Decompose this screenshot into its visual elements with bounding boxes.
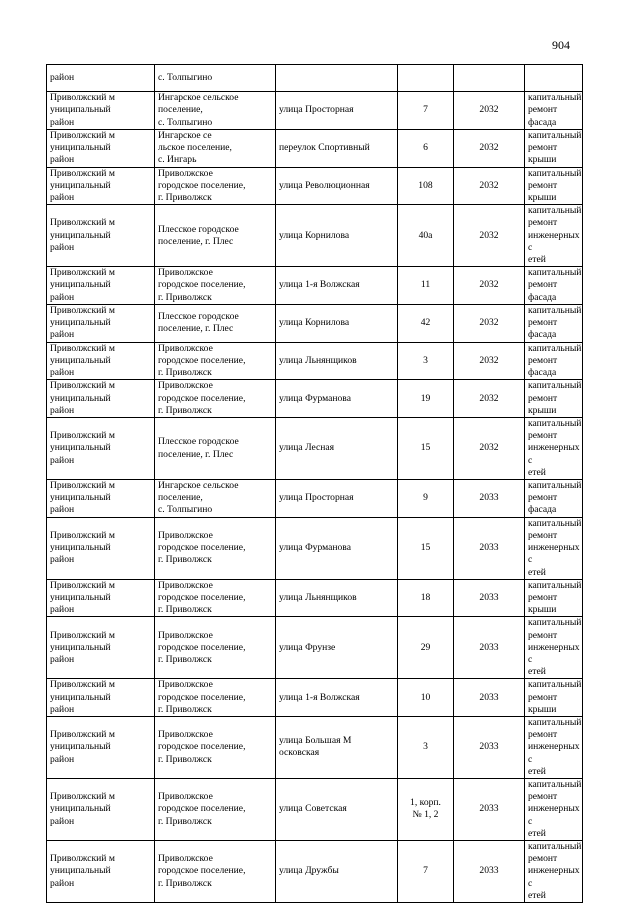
page-number: 904 [552,38,570,52]
settlement-cell: Приволжское городское поселение, г. Приволжск [155,617,276,679]
year-cell: 2033 [454,778,525,840]
year-cell: 2033 [454,517,525,579]
repair-schedule-table [46,64,583,903]
district-cell: Приволжский м униципальный район [47,92,155,130]
district-cell: Приволжский м униципальный район [47,130,155,168]
district-cell: Приволжский м униципальный район [47,380,155,418]
work-type-cell: капитальный ремонт крыши [525,130,583,168]
district-cell: Приволжский м униципальный район [47,517,155,579]
settlement-cell: Приволжское городское поселение, г. Приволжск [155,579,276,617]
street-cell: улица Большая М осковская [276,716,398,778]
table-row [47,778,583,840]
table-row [47,167,583,205]
district-cell: Приволжский м униципальный район [47,167,155,205]
house-number-cell: 108 [398,167,454,205]
street-cell: улица Льнянщиков [276,579,398,617]
house-number-cell [398,65,454,92]
work-type-cell: капитальный ремонт фасада [525,267,583,305]
settlement-cell: Приволжское городское поселение, г. Приволжск [155,342,276,380]
work-type-cell: капитальный ремонт фасада [525,92,583,130]
house-number-cell: 29 [398,617,454,679]
house-number-cell: 3 [398,342,454,380]
district-cell: Приволжский м униципальный район [47,205,155,267]
year-cell: 2032 [454,167,525,205]
district-cell: Приволжский м униципальный район [47,304,155,342]
table-row [47,267,583,305]
district-cell: Приволжский м униципальный район [47,267,155,305]
work-type-cell [525,65,583,92]
work-type-cell: капитальный ремонт крыши [525,579,583,617]
work-type-cell: капитальный ремонт фасада [525,304,583,342]
table-row [47,380,583,418]
work-type-cell: капитальный ремонт инженерных с етей [525,205,583,267]
settlement-cell: Приволжское городское поселение, г. Приволжск [155,778,276,840]
table-row [47,679,583,717]
table-row [47,342,583,380]
house-number-cell: 19 [398,380,454,418]
work-type-cell: капитальный ремонт фасада [525,342,583,380]
street-cell: улица Дружбы [276,840,398,902]
work-type-cell: капитальный ремонт инженерных с етей [525,418,583,480]
work-type-cell: капитальный ремонт крыши [525,167,583,205]
settlement-cell: Приволжское городское поселение, г. Приволжск [155,167,276,205]
work-type-cell: капитальный ремонт инженерных с етей [525,716,583,778]
settlement-cell: Приволжское городское поселение, г. Приволжск [155,716,276,778]
year-cell: 2032 [454,130,525,168]
house-number-cell: 15 [398,517,454,579]
street-cell: улица Фурманова [276,517,398,579]
street-cell: улица Просторная [276,92,398,130]
table-row [47,840,583,902]
house-number-cell: 18 [398,579,454,617]
year-cell: 2033 [454,617,525,679]
year-cell: 2033 [454,480,525,518]
year-cell: 2032 [454,267,525,305]
year-cell: 2032 [454,92,525,130]
work-type-cell: капитальный ремонт крыши [525,679,583,717]
table-row [47,517,583,579]
table-row [47,130,583,168]
street-cell: улица Корнилова [276,304,398,342]
house-number-cell: 3 [398,716,454,778]
work-type-cell: капитальный ремонт инженерных с етей [525,778,583,840]
house-number-cell: 42 [398,304,454,342]
settlement-cell: Приволжское городское поселение, г. Приволжск [155,517,276,579]
street-cell: улица Просторная [276,480,398,518]
house-number-cell: 7 [398,92,454,130]
year-cell: 2033 [454,579,525,617]
table-row [47,617,583,679]
district-cell: Приволжский м униципальный район [47,679,155,717]
street-cell: улица Фрунзе [276,617,398,679]
work-type-cell: капитальный ремонт инженерных с етей [525,840,583,902]
house-number-cell: 40а [398,205,454,267]
district-cell: Приволжский м униципальный район [47,579,155,617]
table-row [47,92,583,130]
work-type-cell: капитальный ремонт инженерных с етей [525,617,583,679]
settlement-cell: Ингарское сельское поселение, с. Толпыгино [155,480,276,518]
district-cell: район [47,65,155,92]
district-cell: Приволжский м униципальный район [47,617,155,679]
year-cell: 2032 [454,304,525,342]
year-cell: 2032 [454,418,525,480]
settlement-cell: Плесское городское поселение, г. Плес [155,418,276,480]
settlement-cell: Плесское городское поселение, г. Плес [155,205,276,267]
district-cell: Приволжский м униципальный район [47,418,155,480]
table-row [47,205,583,267]
year-cell: 2033 [454,840,525,902]
street-cell: улица 1-я Волжская [276,267,398,305]
street-cell: улица Льнянщиков [276,342,398,380]
street-cell: переулок Спортивный [276,130,398,168]
district-cell: Приволжский м униципальный район [47,840,155,902]
work-type-cell: капитальный ремонт крыши [525,380,583,418]
settlement-cell: Плесское городское поселение, г. Плес [155,304,276,342]
house-number-cell: 7 [398,840,454,902]
year-cell [454,65,525,92]
table-row [47,716,583,778]
house-number-cell: 6 [398,130,454,168]
street-cell: улица Лесная [276,418,398,480]
settlement-cell: Приволжское городское поселение, г. Приволжск [155,679,276,717]
settlement-cell: Приволжское городское поселение, г. Приволжск [155,840,276,902]
table-row [47,579,583,617]
street-cell: улица Фурманова [276,380,398,418]
settlement-cell: Приволжское городское поселение, г. Приволжск [155,267,276,305]
street-cell: улица Корнилова [276,205,398,267]
street-cell: улица Советская [276,778,398,840]
table-row [47,418,583,480]
district-cell: Приволжский м униципальный район [47,778,155,840]
year-cell: 2032 [454,380,525,418]
house-number-cell: 1, корп. № 1, 2 [398,778,454,840]
settlement-cell: с. Толпыгино [155,65,276,92]
house-number-cell: 15 [398,418,454,480]
work-type-cell: капитальный ремонт инженерных с етей [525,517,583,579]
work-type-cell: капитальный ремонт фасада [525,480,583,518]
year-cell: 2033 [454,716,525,778]
year-cell: 2032 [454,205,525,267]
settlement-cell: Приволжское городское поселение, г. Приволжск [155,380,276,418]
table-row [47,65,583,92]
settlement-cell: Ингарское сельское поселение, с. Толпыгино [155,92,276,130]
settlement-cell: Ингарское се льское поселение, с. Ингарь [155,130,276,168]
district-cell: Приволжский м униципальный район [47,480,155,518]
district-cell: Приволжский м униципальный район [47,342,155,380]
street-cell: улица 1-я Волжская [276,679,398,717]
house-number-cell: 9 [398,480,454,518]
house-number-cell: 10 [398,679,454,717]
year-cell: 2033 [454,679,525,717]
street-cell: улица Революционная [276,167,398,205]
house-number-cell: 11 [398,267,454,305]
table-row [47,304,583,342]
table-row [47,480,583,518]
street-cell [276,65,398,92]
district-cell: Приволжский м униципальный район [47,716,155,778]
year-cell: 2032 [454,342,525,380]
